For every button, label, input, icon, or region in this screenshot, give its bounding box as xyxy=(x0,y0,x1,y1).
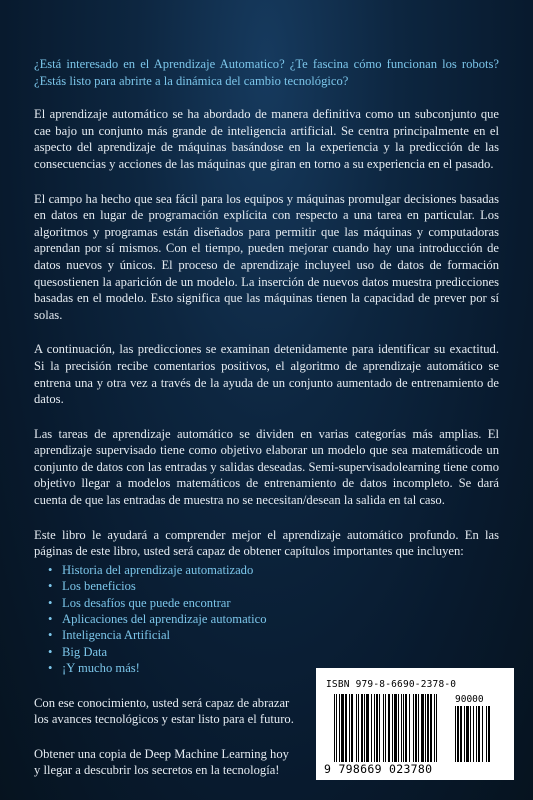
barcode-bar xyxy=(460,706,462,762)
bullet-icon: • xyxy=(48,661,53,676)
barcode-bar xyxy=(486,706,487,762)
barcode-bar xyxy=(341,694,344,762)
barcode-bar xyxy=(379,694,380,762)
list-item: • Historia del aprendizaje automatizado xyxy=(48,562,254,577)
closing-text xyxy=(34,695,296,779)
barcode-bar xyxy=(464,706,465,762)
list-item: • ¡Y mucho más! xyxy=(48,661,140,676)
paragraph-knowledge: Con ese conocimiento, usted será capaz de abrazar los avances tecnológicos y estar listo para el futuro. xyxy=(34,695,294,727)
barcode-bar xyxy=(349,694,350,762)
barcode-bar xyxy=(430,694,432,762)
barcode-addon-bars-icon xyxy=(455,706,503,762)
barcode-bar xyxy=(470,706,471,762)
barcode-bar xyxy=(473,706,474,762)
barcode-bar xyxy=(418,694,419,762)
paragraph-tasks: Las tareas de aprendizaje automático se dividen en varias categorías más amplias. El aprendizaje supervisado tiene como objetivo elaborar un modelo que sea matemáticode un conjunto de datos con las entradas y salidas deseadas. Semi-supervisadolearning tiene como objetivo llegar a modelos matemáticos de entrenamiento de datos incompleto. Se dará cuenta de que las entradas de muestra no se necesitan/desean la salida en tal caso. xyxy=(34,426,499,508)
barcode-bar xyxy=(383,694,384,762)
paragraph-book-intro: Este libro le ayudará a comprender mejor el aprendizaje automático profundo. En las páginas de este libro, usted será capaz de obtener capítulos importantes que incluyen: xyxy=(34,527,499,559)
isbn-label: ISBN 979-8-6690-2378-0 xyxy=(326,679,457,690)
price-code: 90000 xyxy=(455,694,484,705)
bullet-icon: • xyxy=(48,612,53,627)
barcode-bar xyxy=(427,694,429,762)
barcode-bar xyxy=(401,694,402,762)
paragraph-field: El campo ha hecho que sea fácil para los equipos y máquinas promulgar decisiones basadas en datos en lugar de programación explícita con respecto a una tarea en particular. Los algoritmos y programas están diseñados para permitir que las máquinas y computadoras aprendan por sí mismos. Con el tiempo, pueden mejorar cuando hay una introducción de datos nuevos y únicos. El proceso de aprendizaje incluyeel uso de datos de formación quesostienen la aparición de un modelo. La inserción de nuevos datos muestra predicciones basadas en el modelo. Esto significa que las máquinas tienen la capacidad de prever por sí solas. xyxy=(34,191,499,322)
paragraph-definition: El aprendizaje automático se ha abordado de manera definitiva como un subconjunto que cae bajo un conjunto más grande de inteligencia artificial. Se centra principalmente en el aspecto del aprendizaje de máquinas basándose en la experiencia y la predicción de las consecuencias y acciones de las máquinas que giran en torno a su experiencia en el pasado. xyxy=(34,107,499,171)
barcode-bar xyxy=(421,694,424,762)
barcode-bar xyxy=(398,694,399,762)
barcode-bar xyxy=(436,694,437,762)
barcode-bar xyxy=(415,694,417,762)
barcode-bar xyxy=(351,694,353,762)
barcode-bar xyxy=(334,694,335,762)
bullet-icon: • xyxy=(48,595,53,610)
isbn-barcode xyxy=(316,668,514,780)
barcode-bar xyxy=(374,694,375,762)
intro-question: ¿Está interesado en el Aprendizaje Automatico? ¿Te fascina cómo funcionan los robots? ¿Estás listo para abrirte a la dinámica del cambio tecnológico? xyxy=(34,57,499,88)
bullet-icon: • xyxy=(48,628,53,643)
bullet-icon: • xyxy=(48,644,53,659)
list-item: • Los desafíos que puede encontrar xyxy=(48,595,231,610)
barcode-bar xyxy=(466,706,469,762)
barcode-bar xyxy=(478,706,480,762)
barcode-bar xyxy=(457,706,459,762)
barcode-bar xyxy=(371,694,372,762)
barcode-bar xyxy=(482,706,483,762)
barcode-bar xyxy=(336,694,337,762)
barcode-bar xyxy=(488,706,490,762)
list-item: • Big Data xyxy=(48,644,108,659)
barcode-bar xyxy=(364,694,365,762)
barcode-bar xyxy=(405,694,407,762)
barcode-digits: 9 798669 023780 xyxy=(324,762,433,776)
topics-list xyxy=(34,562,499,677)
barcode-bars-icon xyxy=(334,694,448,762)
paragraph-predictions: A continuación, las predicciones se examinan detenidamente para identificar su exactitud. Si la precisión recibe comentarios positivos, el algoritmo de aprendizaje automático se entrena una y otra vez a través de la ayuda de un conjunto aumentado de entrenamiento de datos. xyxy=(34,342,499,407)
list-item: • Los beneficios xyxy=(48,579,136,594)
list-item: • Inteligencia Artificial xyxy=(48,628,171,643)
barcode-bar xyxy=(376,694,378,762)
barcode-bar xyxy=(388,694,390,762)
barcode-bar xyxy=(356,694,357,762)
barcode-bar xyxy=(394,694,397,762)
barcode-bar xyxy=(361,694,363,762)
barcode-bar xyxy=(339,694,340,762)
bullet-icon: • xyxy=(48,579,53,594)
barcode-bar xyxy=(358,694,359,762)
barcode-bar xyxy=(476,706,477,762)
barcode-bar xyxy=(425,694,426,762)
barcode-bar xyxy=(392,694,393,762)
barcode-bar xyxy=(403,694,404,762)
bullet-icon: • xyxy=(48,562,53,577)
list-item: • Aplicaciones del aprendizaje automatico xyxy=(48,612,267,627)
barcode-bar xyxy=(409,694,410,762)
barcode-bar xyxy=(434,694,435,762)
barcode-bar xyxy=(455,706,456,762)
barcode-bar xyxy=(345,694,347,762)
barcode-bar xyxy=(413,694,414,762)
barcode-bar xyxy=(385,694,386,762)
paragraph-call-to-action: Obtener una copia de Deep Machine Learning hoy y llegar a descubrir los secretos en la tecnología! xyxy=(34,746,289,778)
barcode-bar xyxy=(366,694,369,762)
